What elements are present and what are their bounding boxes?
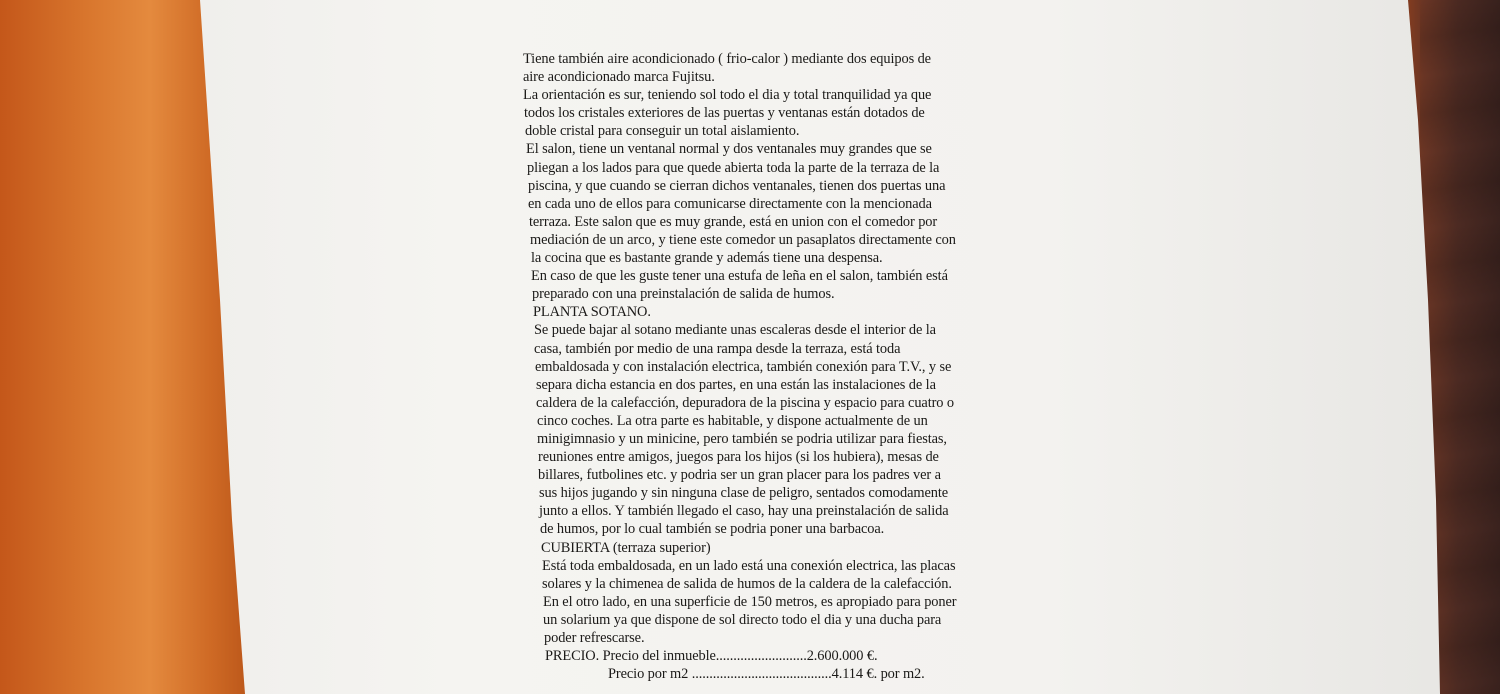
price-line: PRECIO. Precio del inmueble..........................2.600.000 €. [545,648,878,665]
text-line: junto a ellos. Y también llegado el caso, hay una preinstalación de salida [539,503,949,520]
text-line: minigimnasio y un minicine, pero también se podria utilizar para fiestas, [537,430,947,447]
text-line: piscina, y que cuando se cierran dichos ventanales, tienen dos puertas una [528,177,946,194]
text-line: preparado con una preinstalación de salida de humos. [532,286,835,303]
text-line: casa, también por medio de una rampa desde la terraza, está toda [534,340,901,357]
text-line: embaldosada y con instalación electrica, también conexión para T.V., y se [535,358,952,375]
text-line: En caso de que les guste tener una estufa de leña en el salon, también está [531,268,948,285]
text-line: la cocina que es bastante grande y además tiene una despensa. [531,250,883,267]
text-line: reuniones entre amigos, juegos para los hijos (si los hubiera), mesas de [538,449,939,466]
text-line: solares y la chimenea de salida de humos de la caldera de la calefacción. [542,575,952,592]
text-line: de humos, por lo cual también se podria poner una barbacoa. [540,521,885,538]
text-line: terraza. Este salon que es muy grande, está en union con el comedor por [529,213,938,230]
text-line: en cada uno de ellos para comunicarse directamente con la mencionada [528,195,932,212]
text-line: todos los cristales exteriores de las puertas y ventanas están dotados de [524,105,925,122]
text-line: caldera de la calefacción, depuradora de la piscina y espacio para cuatro o [536,394,954,411]
text-line: La orientación es sur, teniendo sol todo el dia y total tranquilidad ya que [523,87,932,104]
text-line: Está toda embaldosada, en un lado está una conexión electrica, las placas [542,557,956,574]
text-line: un solarium ya que dispone de sol directo todo el dia y una ducha para [543,611,942,628]
text-line: doble cristal para conseguir un total aislamiento. [525,123,800,140]
price-per-m2-line: Precio por m2 ........................................4.114 €. por m2. [608,666,925,683]
text-line: sus hijos jugando y sin ninguna clase de peligro, sentados comodamente [539,485,949,502]
text-line: separa dicha estancia en dos partes, en una están las instalaciones de la [536,376,936,393]
text-line: aire acondicionado marca Fujitsu. [523,69,715,86]
text-line: El salon, tiene un ventanal normal y dos ventanales muy grandes que se [526,141,932,158]
text-line: Se puede bajar al sotano mediante unas escaleras desde el interior de la [534,322,936,339]
text-line: billares, futbolines etc. y podria ser un gran placer para los padres ver a [538,467,941,484]
text-line: cinco coches. La otra parte es habitable, y dispone actualmente de un [537,412,928,429]
text-line: En el otro lado, en una superficie de 150 metros, es apropiado para poner [543,593,957,610]
section-heading: CUBIERTA (terraza superior) [541,539,711,556]
section-heading: PLANTA SOTANO. [533,304,651,321]
text-line: Tiene también aire acondicionado ( frio-calor ) mediante dos equipos de [523,51,931,67]
text-line: mediación de un arco, y tiene este comedor un pasaplatos directamente con [530,231,956,248]
document-text [523,50,1043,683]
text-line: poder refrescarse. [544,630,645,646]
text-line: pliegan a los lados para que quede abierta toda la parte de la terraza de la [527,159,940,176]
